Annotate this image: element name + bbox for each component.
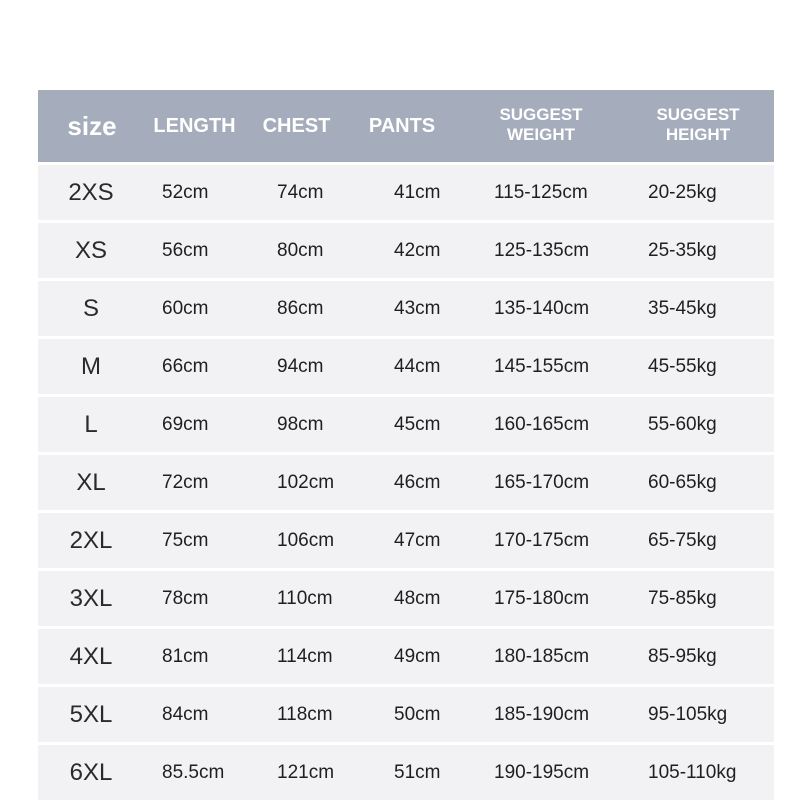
table-row [38, 629, 774, 687]
length-cell: 56cm [142, 223, 257, 281]
size-cell: 5XL [38, 687, 142, 745]
suggest-height-cell: 55-60kg [622, 397, 774, 455]
size-cell: 2XL [38, 513, 142, 571]
chest-cell: 74cm [257, 165, 364, 223]
header-suggest-weight-line-1: SUGGEST [499, 105, 583, 124]
chest-cell: 102cm [257, 455, 364, 513]
pants-cell: 48cm [364, 571, 470, 629]
pants-cell: 47cm [364, 513, 470, 571]
header-suggest-weight [470, 90, 622, 165]
table-row [38, 281, 774, 339]
pants-cell: 45cm [364, 397, 470, 455]
chest-cell: 86cm [257, 281, 364, 339]
header-suggest-height [622, 90, 774, 165]
size-cell: XL [38, 455, 142, 513]
chest-cell: 114cm [257, 629, 364, 687]
suggest-height-cell: 35-45kg [622, 281, 774, 339]
chest-cell: 80cm [257, 223, 364, 281]
length-cell: 72cm [142, 455, 257, 513]
chest-cell: 106cm [257, 513, 364, 571]
table-row [38, 165, 774, 223]
suggest-height-cell: 105-110kg [622, 745, 774, 800]
size-cell: 4XL [38, 629, 142, 687]
suggest-weight-cell: 165-170cm [470, 455, 622, 513]
suggest-weight-cell: 115-125cm [470, 165, 622, 223]
suggest-height-cell: 60-65kg [622, 455, 774, 513]
header-length: LENGTH [142, 90, 257, 165]
pants-cell: 49cm [364, 629, 470, 687]
suggest-weight-cell: 160-165cm [470, 397, 622, 455]
suggest-weight-cell: 185-190cm [470, 687, 622, 745]
suggest-height-cell: 25-35kg [622, 223, 774, 281]
suggest-height-cell: 75-85kg [622, 571, 774, 629]
length-cell: 75cm [142, 513, 257, 571]
table-row [38, 455, 774, 513]
length-cell: 60cm [142, 281, 257, 339]
size-cell: L [38, 397, 142, 455]
table-row [38, 397, 774, 455]
size-cell: S [38, 281, 142, 339]
length-cell: 69cm [142, 397, 257, 455]
pants-cell: 42cm [364, 223, 470, 281]
chest-cell: 98cm [257, 397, 364, 455]
size-chart-header [38, 90, 774, 165]
header-chest: CHEST [257, 90, 364, 165]
table-row [38, 687, 774, 745]
header-row [38, 90, 774, 165]
suggest-height-cell: 95-105kg [622, 687, 774, 745]
header-suggest-height-line-2: HEIGHT [665, 125, 731, 144]
length-cell: 66cm [142, 339, 257, 397]
chest-cell: 121cm [257, 745, 364, 800]
length-cell: 84cm [142, 687, 257, 745]
length-cell: 78cm [142, 571, 257, 629]
pants-cell: 44cm [364, 339, 470, 397]
table-row [38, 745, 774, 800]
pants-cell: 50cm [364, 687, 470, 745]
suggest-height-cell: 85-95kg [622, 629, 774, 687]
header-pants: PANTS [364, 90, 470, 165]
table-row [38, 571, 774, 629]
header-suggest-weight-line-2: WEIGHT [507, 125, 575, 144]
table-row [38, 513, 774, 571]
suggest-weight-cell: 170-175cm [470, 513, 622, 571]
suggest-height-cell: 45-55kg [622, 339, 774, 397]
chest-cell: 94cm [257, 339, 364, 397]
pants-cell: 43cm [364, 281, 470, 339]
length-cell: 52cm [142, 165, 257, 223]
size-cell: M [38, 339, 142, 397]
chest-cell: 118cm [257, 687, 364, 745]
length-cell: 81cm [142, 629, 257, 687]
suggest-height-cell: 65-75kg [622, 513, 774, 571]
suggest-weight-cell: 135-140cm [470, 281, 622, 339]
size-chart-body [38, 165, 774, 800]
chest-cell: 110cm [257, 571, 364, 629]
suggest-weight-cell: 180-185cm [470, 629, 622, 687]
pants-cell: 46cm [364, 455, 470, 513]
header-suggest-height-line-1: SUGGEST [656, 105, 740, 124]
table-row [38, 223, 774, 281]
table-row [38, 339, 774, 397]
suggest-weight-cell: 190-195cm [470, 745, 622, 800]
pants-cell: 41cm [364, 165, 470, 223]
size-cell: XS [38, 223, 142, 281]
size-cell: 3XL [38, 571, 142, 629]
suggest-weight-cell: 175-180cm [470, 571, 622, 629]
length-cell: 85.5cm [142, 745, 257, 800]
header-size: size [38, 90, 142, 165]
suggest-height-cell: 20-25kg [622, 165, 774, 223]
size-cell: 2XS [38, 165, 142, 223]
size-chart-table [38, 90, 774, 800]
suggest-weight-cell: 125-135cm [470, 223, 622, 281]
pants-cell: 51cm [364, 745, 470, 800]
suggest-weight-cell: 145-155cm [470, 339, 622, 397]
size-cell: 6XL [38, 745, 142, 800]
